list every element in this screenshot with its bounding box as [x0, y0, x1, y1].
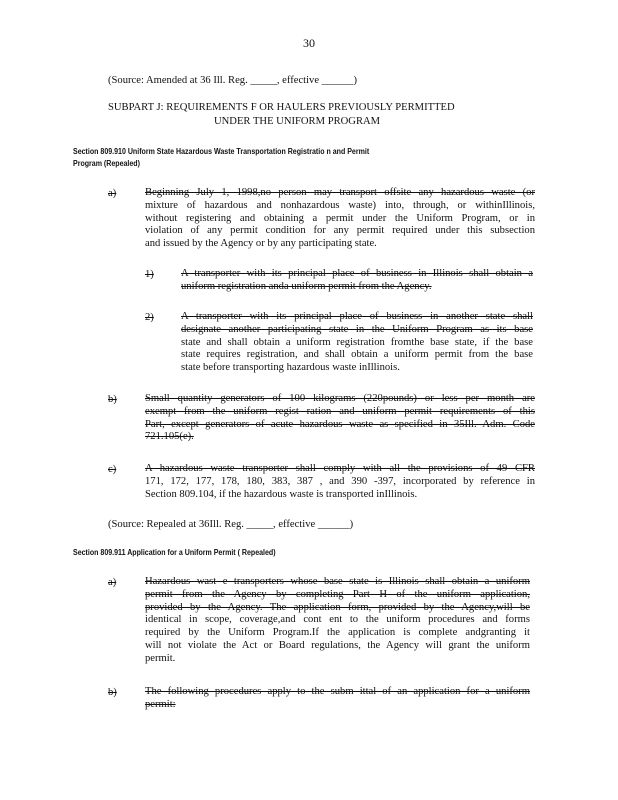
subsection-a2-line: state and shall obtain a uniform registration fromthe base state, if the base [181, 336, 533, 348]
subsection-b-line: exempt from the uniform regist ration and uniform permit requirements of this [145, 405, 535, 417]
section-910-heading-line2: Program (Repealed) [73, 158, 140, 168]
source-note-repealed: (Source: Repealed at 36Ill. Reg. _____, effective ______) [108, 519, 354, 530]
section-911-a-line: identical in scope, coverage,and cont ent to the uniform procedures and forms [145, 614, 530, 626]
section-911-heading: Section 809.911 Application for a Uniform Permit ( Repealed) [73, 547, 276, 557]
subsection-a2-line: A transporter with its principal place of business in another state shall [181, 311, 533, 322]
subsection-a2-line: state requires registration, and shall obtain a uniform permit from the base [181, 349, 533, 361]
subsection-c-line: Section 809.104, if the hazardous waste is transported inIllinois. [145, 488, 418, 500]
subsection-a1-line: uniform registration anda uniform permit from the Agency. [181, 280, 432, 292]
subsection-a-label: a) [108, 188, 117, 199]
section-910-heading-line1: Section 809.910 Uniform State Hazardous Waste Transportation Registratio n and Permit [73, 146, 370, 156]
section-911-a-line: Hazardous wast e transporters whose base state is Illinois shall obtain a uniform [145, 576, 530, 587]
subsection-a-line: without registering and obtaining a permit under the Uniform Program, or in [145, 212, 535, 224]
subpart-heading-line2: UNDER THE UNIFORM PROGRAM [214, 116, 381, 127]
section-911-a-line: provided by the Agency. The application form, provided by the Agency,will be [145, 601, 530, 613]
subsection-b-text [145, 393, 535, 444]
subsection-a1-label: 1) [145, 269, 154, 280]
subsection-a2-text [181, 311, 533, 375]
subsection-b-label: b) [108, 394, 117, 405]
subsection-b-line: Part, except generators of acute hazardous waste as specified in 35Ill. Adm. Code [145, 418, 535, 430]
section-911-a-line: will not violate the Act or Board regulations, the Agency will grant the uniform [145, 639, 530, 651]
subsection-b-line: 721.105(e). [145, 431, 194, 443]
subsection-b-line: Small quantity generators of 100 kilograms (220pounds) or less per month are [145, 393, 535, 404]
subsection-a-line: violation of any permit condition for any permit required under this subsection [145, 225, 535, 237]
section-911-subsection-b-label: b) [108, 687, 117, 698]
subsection-a-line: Beginning July 1, 1998,no person may transport offsite any hazardous waste (or [145, 187, 535, 198]
subsection-c-line: 171, 172, 177, 178, 180, 383, 387 , and 390 -397, incorporated by reference in [145, 475, 535, 487]
section-911-subsection-b-text [145, 686, 530, 712]
source-note-amended: (Source: Amended at 36 Ill. Reg. _____, effective ______) [108, 75, 357, 86]
page-number: 30 [303, 36, 315, 50]
subsection-c-text [145, 463, 535, 501]
section-911-subsection-a-label: a) [108, 577, 117, 588]
section-911-a-line: permit from the Agency by completing Part H of the uniform application, [145, 588, 530, 600]
section-911-subsection-a-text [145, 576, 530, 666]
subsection-a1-text [181, 268, 533, 294]
section-911-a-line: required by the Uniform Program.If the application is complete andgranting it [145, 627, 530, 639]
subpart-heading-line1: SUBPART J: REQUIREMENTS F OR HAULERS PREVIOUSLY PERMITTED [108, 102, 455, 113]
subsection-a-line: and issued by the Agency or by any participating state. [145, 238, 377, 250]
section-911-b-line: permit: [145, 698, 176, 710]
section-911-a-line: permit. [145, 652, 176, 664]
subsection-a-text [145, 187, 535, 251]
subsection-a-line: mixture of hazardous and nonhazardous waste) into, through, or withinIllinois, [145, 199, 535, 211]
subsection-a2-label: 2) [145, 312, 154, 323]
subsection-a1-line: A transporter with its principal place of business in Illinois shall obtain a [181, 268, 533, 279]
section-911-b-line: The following procedures apply to the subm ittal of an application for a uniform [145, 686, 530, 697]
subsection-a2-line: designate another participating state in the Uniform Program as its base [181, 323, 533, 335]
subsection-c-label: c) [108, 464, 117, 475]
subsection-c-line: A hazardous waste transporter shall comply with all the provisions of 49 CFR [145, 463, 535, 474]
subsection-a2-line: state before transporting hazardous waste inIllinois. [181, 362, 400, 374]
